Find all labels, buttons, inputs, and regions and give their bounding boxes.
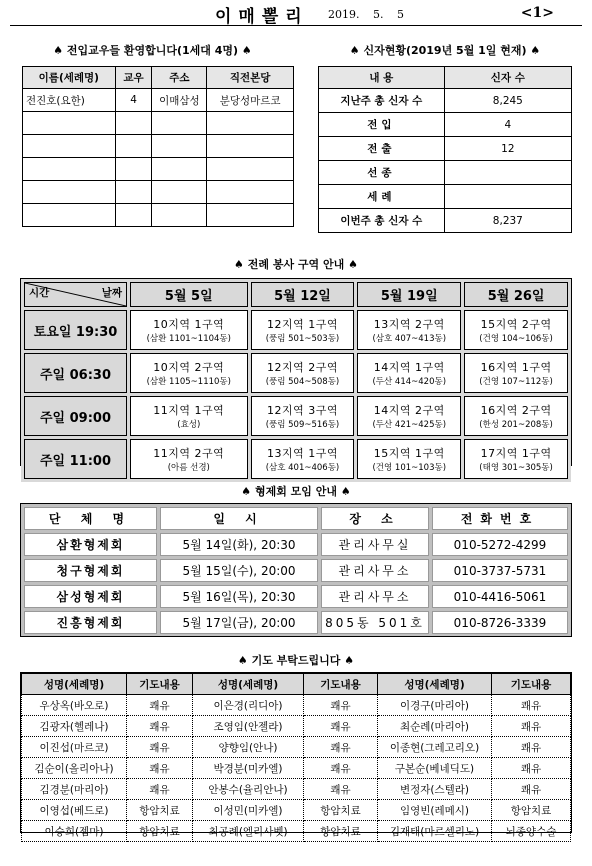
table-row	[22, 758, 571, 779]
prayer-panel	[20, 672, 572, 838]
meeting-place: 관리사무소	[321, 585, 429, 608]
zone-label: 12지역 2구역	[266, 361, 338, 374]
prayer-person: 이진섭(마르코)	[22, 737, 127, 758]
meetings-header-row	[24, 507, 568, 530]
service-cell	[357, 353, 461, 393]
status-value: 8,245	[444, 89, 571, 113]
zone-label: 16지역 1구역	[480, 361, 552, 374]
newcomers-col-header: 주소	[152, 67, 207, 89]
service-cell	[251, 439, 355, 479]
newcomers-cell	[115, 204, 152, 227]
zone-label: 14지역 2구역	[373, 404, 445, 417]
service-date-header: 5월 12일	[251, 282, 355, 307]
prayer-person: 최순례(마리아)	[378, 716, 492, 737]
table-row	[319, 137, 572, 161]
table-row	[23, 112, 294, 135]
zone-label: 15지역 2구역	[480, 318, 552, 331]
status-value	[444, 185, 571, 209]
service-time-label: 주일 06:30	[24, 353, 127, 393]
zone-label: 16지역 2구역	[480, 404, 552, 417]
meeting-place: 805동 501호	[321, 611, 429, 634]
newcomers-cell	[115, 112, 152, 135]
prayer-person: 변정자(스텔라)	[378, 779, 492, 800]
service-row	[24, 439, 568, 479]
prayer-intention: 쾌유	[304, 695, 378, 716]
corner-time-label: 시간	[29, 287, 50, 299]
zone-label: 11지역 1구역	[153, 404, 225, 417]
meetings-col-header: 일 시	[160, 507, 318, 530]
service-date-header: 5월 5일	[130, 282, 248, 307]
prayer-person: 이경구(마리아)	[378, 695, 492, 716]
newcomers-cell: 분당성마르코	[207, 89, 294, 112]
newcomers-cell	[207, 181, 294, 204]
status-value	[444, 161, 571, 185]
zone-label: 10지역 1구역	[153, 318, 225, 331]
service-corner	[24, 282, 127, 307]
newcomers-cell	[23, 181, 116, 204]
service-cell	[464, 396, 568, 436]
newcomers-cell	[207, 112, 294, 135]
prayer-person: 양향임(안나)	[193, 737, 304, 758]
zone-buildings: (삼호 401~406동)	[265, 463, 340, 473]
service-cell	[357, 439, 461, 479]
issue-date: 2019. 5. 5	[328, 8, 404, 21]
prayer-intention: 쾌유	[304, 758, 378, 779]
service-header-row	[24, 282, 568, 307]
zone-buildings: (태영 301~305동)	[479, 463, 553, 473]
prayer-col-header: 기도내용	[127, 674, 193, 695]
newcomers-header-row	[23, 67, 294, 89]
contact-phone: 010-8726-3339	[432, 611, 568, 634]
zone-label: 17지역 1구역	[480, 447, 552, 460]
table-row	[23, 181, 294, 204]
zone-buildings: (건영 101~103동)	[372, 463, 447, 473]
meeting-datetime: 5월 16일(목), 20:30	[160, 585, 318, 608]
page-header	[10, 2, 582, 26]
status-table	[318, 66, 572, 233]
service-row	[24, 396, 568, 436]
status-label: 지난주 총 신자 수	[319, 89, 445, 113]
prayer-intention: 쾌유	[127, 716, 193, 737]
status-header-row	[319, 67, 572, 89]
prayer-title: ♠ 기도 부탁드립니다 ♠	[237, 654, 355, 667]
prayer-intention: 항암치료	[127, 821, 193, 842]
zone-buildings: (풍림 504~508동)	[265, 377, 340, 387]
service-cell	[357, 396, 461, 436]
service-cell	[464, 310, 568, 350]
newcomers-cell	[152, 158, 207, 181]
prayer-person: 우상옥(바오로)	[22, 695, 127, 716]
prayer-col-header: 성명(세례명)	[378, 674, 492, 695]
prayer-person: 이성민(미카엘)	[193, 800, 304, 821]
newcomers-cell	[23, 112, 116, 135]
zone-buildings: (한성 201~208동)	[479, 420, 553, 430]
prayer-person: 박경분(미카엘)	[193, 758, 304, 779]
table-row	[24, 559, 568, 582]
prayer-intention: 쾌유	[492, 737, 571, 758]
service-cell	[464, 439, 568, 479]
meetings-col-header: 전화번호	[432, 507, 568, 530]
group-name: 삼성형제회	[24, 585, 157, 608]
zone-buildings: (풍림 501~503동)	[265, 334, 340, 344]
contact-phone: 010-5272-4299	[432, 533, 568, 556]
prayer-intention: 쾌유	[492, 695, 571, 716]
prayer-intention: 항암치료	[127, 800, 193, 821]
zone-label: 15지역 1구역	[373, 447, 445, 460]
newcomers-cell	[23, 204, 116, 227]
table-row	[319, 113, 572, 137]
newcomers-cell	[152, 112, 207, 135]
newcomers-cell	[115, 181, 152, 204]
service-cell	[251, 310, 355, 350]
table-row	[22, 716, 571, 737]
meeting-datetime: 5월 15일(수), 20:00	[160, 559, 318, 582]
table-row	[319, 185, 572, 209]
table-row	[22, 821, 571, 842]
corner-date-label: 날짜	[101, 287, 122, 299]
meeting-datetime: 5월 14일(화), 20:30	[160, 533, 318, 556]
prayer-intention: 쾌유	[492, 716, 571, 737]
status-label: 전출	[319, 137, 445, 161]
newcomers-cell: 이매삼성	[152, 89, 207, 112]
zone-buildings: (건영 107~112동)	[479, 377, 553, 387]
zone-label: 13지역 1구역	[266, 447, 338, 460]
table-row	[319, 89, 572, 113]
meeting-datetime: 5월 17일(금), 20:00	[160, 611, 318, 634]
newcomers-title: ♠ 전입교우들 환영합니다(1세대 4명) ♠	[53, 44, 252, 57]
table-row	[22, 779, 571, 800]
zone-buildings: (삼환 1105~1110동)	[146, 377, 231, 387]
status-value: 4	[444, 113, 571, 137]
prayer-person: 이종현(그레고리오)	[378, 737, 492, 758]
service-date-header: 5월 19일	[357, 282, 461, 307]
service-time-label: 토요일 19:30	[24, 310, 127, 350]
zone-label: 13지역 2구역	[373, 318, 445, 331]
prayer-intention: 항암치료	[492, 800, 571, 821]
newcomers-cell: 4	[115, 89, 152, 112]
prayer-intention: 쾌유	[127, 758, 193, 779]
prayer-intention: 쾌유	[492, 758, 571, 779]
prayer-intention: 쾌유	[127, 695, 193, 716]
prayer-intention: 쾌유	[492, 779, 571, 800]
table-row	[22, 695, 571, 716]
prayer-col-header: 기도내용	[492, 674, 571, 695]
zone-label: 10지역 2구역	[153, 361, 225, 374]
prayer-person: 김광자(헬레나)	[22, 716, 127, 737]
service-cell	[130, 439, 248, 479]
prayer-person: 임영빈(레메시)	[378, 800, 492, 821]
newcomers-col-header: 이름(세례명)	[23, 67, 116, 89]
status-col-header: 내 용	[319, 67, 445, 89]
prayer-person: 김순이(올리아나)	[22, 758, 127, 779]
meetings-title: ♠ 형제회 모임 안내 ♠	[241, 485, 351, 498]
prayer-table	[21, 673, 571, 842]
status-label: 이번주 총 신자 수	[319, 209, 445, 233]
contact-phone: 010-4416-5061	[432, 585, 568, 608]
service-schedule	[20, 278, 572, 473]
status-label: 선종	[319, 161, 445, 185]
newsletter-title: 이매뽈리	[215, 7, 309, 27]
newcomers-col-header: 직전본당	[207, 67, 294, 89]
group-name: 진흥형제회	[24, 611, 157, 634]
prayer-person: 이은경(리디아)	[193, 695, 304, 716]
prayer-person: 안봉수(율리안나)	[193, 779, 304, 800]
service-cell	[464, 353, 568, 393]
zone-buildings: (아름 선경)	[167, 463, 210, 473]
newcomers-cell	[207, 135, 294, 158]
zone-buildings: (건영 104~106동)	[479, 334, 553, 344]
prayer-person: 최공례(엘리사벳)	[193, 821, 304, 842]
zone-buildings: (두산 421~425동)	[372, 420, 447, 430]
prayer-intention: 쾌유	[304, 737, 378, 758]
zone-label: 11지역 2구역	[153, 447, 225, 460]
table-row	[319, 209, 572, 233]
prayer-col-header: 기도내용	[304, 674, 378, 695]
newcomers-cell	[23, 135, 116, 158]
prayer-intention: 항암치료	[304, 821, 378, 842]
service-cell	[130, 310, 248, 350]
service-cell	[130, 396, 248, 436]
newcomers-table	[22, 66, 294, 227]
status-col-header: 신자 수	[444, 67, 571, 89]
zone-buildings: (두산 414~420동)	[372, 377, 447, 387]
zone-label: 14지역 1구역	[373, 361, 445, 374]
table-row	[24, 611, 568, 634]
meeting-place: 관리사무소	[321, 559, 429, 582]
status-title: ♠ 신자현황(2019년 5월 1일 현재) ♠	[349, 44, 541, 57]
status-value: 8,237	[444, 209, 571, 233]
meetings-panel	[20, 503, 572, 637]
service-cell	[251, 353, 355, 393]
newcomers-cell: 전진호(요한)	[23, 89, 116, 112]
newcomers-cell	[207, 204, 294, 227]
prayer-col-header: 성명(세례명)	[22, 674, 127, 695]
service-row	[24, 353, 568, 393]
zone-buildings: (삼환 1101~1104동)	[146, 334, 231, 344]
table-row	[22, 737, 571, 758]
zone-label: 12지역 3구역	[266, 404, 338, 417]
newcomers-cell	[152, 204, 207, 227]
newcomers-cell	[152, 181, 207, 204]
zone-buildings: (풍림 509~516동)	[265, 420, 340, 430]
prayer-intention: 쾌유	[127, 737, 193, 758]
prayer-intention: 뇌종양수술	[492, 821, 571, 842]
meeting-place: 관리사무실	[321, 533, 429, 556]
prayer-intention: 쾌유	[304, 779, 378, 800]
service-time-label: 주일 11:00	[24, 439, 127, 479]
contact-phone: 010-3737-5731	[432, 559, 568, 582]
table-row	[23, 89, 294, 112]
page-number: <1>	[520, 5, 554, 21]
prayer-person: 이승희(젬마)	[22, 821, 127, 842]
table-row	[23, 158, 294, 181]
prayer-intention: 쾌유	[304, 716, 378, 737]
service-cell	[130, 353, 248, 393]
prayer-person: 김경분(마리아)	[22, 779, 127, 800]
meetings-col-header: 단 체 명	[24, 507, 157, 530]
prayer-header-row	[22, 674, 571, 695]
meetings-col-header: 장 소	[321, 507, 429, 530]
status-label: 전입	[319, 113, 445, 137]
table-row	[24, 533, 568, 556]
newcomers-col-header: 교우	[115, 67, 152, 89]
newcomers-cell	[115, 158, 152, 181]
prayer-person: 구본순(베네딕도)	[378, 758, 492, 779]
table-row	[319, 161, 572, 185]
newcomers-cell	[152, 135, 207, 158]
service-title: ♠ 전례 봉사 구역 안내 ♠	[234, 258, 358, 271]
service-cell	[251, 396, 355, 436]
prayer-person: 김재태(마르셀리노)	[378, 821, 492, 842]
prayer-intention: 항암치료	[304, 800, 378, 821]
service-table	[21, 279, 571, 482]
prayer-person: 이영섭(베드로)	[22, 800, 127, 821]
newcomers-cell	[115, 135, 152, 158]
table-row	[23, 204, 294, 227]
status-value: 12	[444, 137, 571, 161]
service-row	[24, 310, 568, 350]
meetings-table	[21, 504, 571, 637]
service-time-label: 주일 09:00	[24, 396, 127, 436]
group-name: 청구형제회	[24, 559, 157, 582]
table-row	[24, 585, 568, 608]
table-row	[23, 135, 294, 158]
group-name: 삼환형제회	[24, 533, 157, 556]
newcomers-cell	[207, 158, 294, 181]
zone-buildings: (삼호 407~413동)	[372, 334, 447, 344]
zone-buildings: (효성)	[177, 420, 201, 430]
prayer-person: 조영임(안젤라)	[193, 716, 304, 737]
table-row	[22, 800, 571, 821]
newcomers-cell	[23, 158, 116, 181]
prayer-intention: 쾌유	[127, 779, 193, 800]
status-label: 세례	[319, 185, 445, 209]
prayer-col-header: 성명(세례명)	[193, 674, 304, 695]
service-date-header: 5월 26일	[464, 282, 568, 307]
service-cell	[357, 310, 461, 350]
zone-label: 12지역 1구역	[266, 318, 338, 331]
